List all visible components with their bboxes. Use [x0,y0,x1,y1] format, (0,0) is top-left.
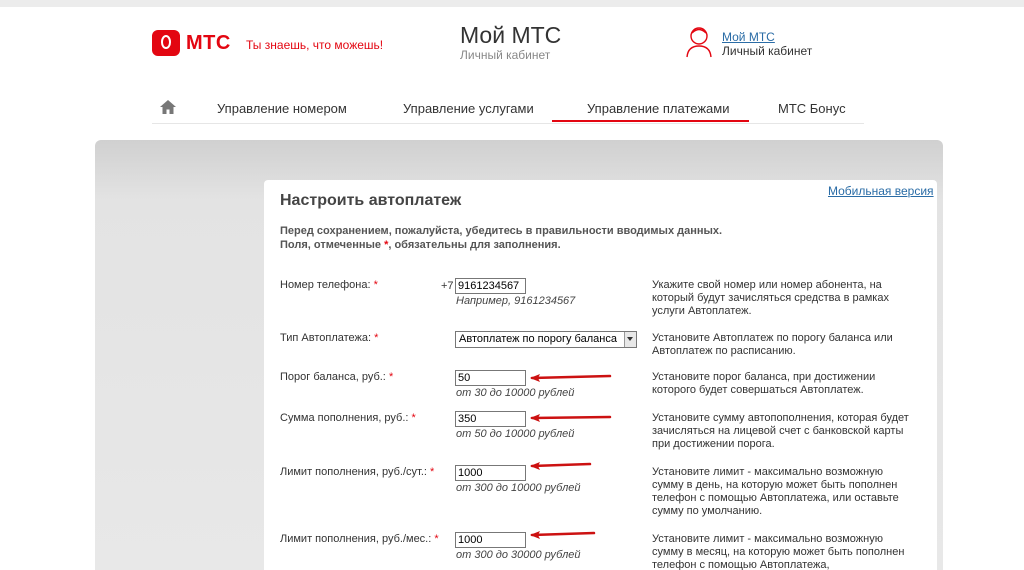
amount-description: Установите сумму автопополнения, которая будет зачисляться на лицевой счет с банковской карты при достижении порога. [652,412,909,450]
main-nav [152,96,864,124]
type-description: Установите Автоплатеж по порогу баланса или Автоплатеж по расписанию. [652,332,893,357]
amount-label-text: Сумма пополнения, руб.: [280,412,409,424]
monthly-limit-label [280,533,439,545]
type-label [280,332,378,344]
chevron-down-icon[interactable] [624,332,636,347]
daily-limit-description: Установите лимит - максимально возможную сумму в день, на которую может быть пополнен телефон с помощью Автоплатежа, или оставьте сумму по умолчанию. [652,466,899,517]
slogan: Ты знаешь, что можешь! [246,38,384,52]
top-strip [0,0,1024,7]
threshold-label [280,371,393,383]
mobile-version-link[interactable]: Мобильная версия [828,184,934,198]
required-star: * [430,466,435,478]
phone-input[interactable]: 9161234567 [455,278,526,294]
monthly-limit-hint: от 300 до 30000 рублей [456,549,581,561]
daily-limit-input[interactable]: 1000 [455,465,526,481]
logo-text[interactable]: МТС [186,32,231,54]
phone-prefix: +7 [441,280,454,292]
threshold-hint: от 30 до 10000 рублей [456,387,575,399]
nav-payments-management[interactable]: Управление платежами [587,101,730,116]
phone-label-text: Номер телефона: [280,279,371,291]
phone-description: Укажите свой номер или номер абонента, на который будут зачисляться средства в рамках услуги Автоплатеж. [652,279,889,317]
required-star: * [384,239,389,251]
my-mts-link[interactable]: Мой МТС [722,30,775,44]
home-icon[interactable] [160,100,176,114]
page-title: Настроить автоплатеж [280,192,462,209]
nav-mts-bonus[interactable]: МТС Бонус [778,101,846,116]
required-star: * [411,412,416,424]
mts-logo-icon[interactable] [152,30,180,56]
daily-limit-label [280,466,434,478]
required-star: * [374,332,379,344]
type-label-text: Тип Автоплатежа: [280,332,372,344]
annotation-arrow-icon [530,462,592,470]
autopay-type-select[interactable] [455,331,637,348]
annotation-arrow-icon [530,531,596,539]
amount-label [280,412,416,424]
site-subtitle: Личный кабинет [460,48,551,62]
nav-number-management[interactable]: Управление номером [217,101,347,116]
annotation-arrow-icon [530,414,612,422]
amount-hint: от 50 до 10000 рублей [456,428,575,440]
monthly-limit-description: Установите лимит - максимально возможную сумму в месяц, на которую может быть пополнен телефон с помощью Автоплатежа, [652,533,905,570]
phone-label [280,279,378,291]
amount-input[interactable]: 350 [455,411,526,427]
phone-hint: Например, 9161234567 [456,295,576,307]
notice-text-end: , обязательны для заполнения. [388,239,561,251]
notice-line-2 [280,238,722,252]
form-notice [280,224,722,252]
site-title: Мой МТС [460,22,562,48]
user-subtitle: Личный кабинет [722,44,813,58]
threshold-description: Установите порог баланса, при достижении которого будет совершаться Автоплатеж. [652,371,876,396]
nav-active-indicator [552,120,749,122]
threshold-label-text: Порог баланса, руб.: [280,371,386,383]
required-star: * [388,371,394,383]
autopay-type-value: Автоплатеж по порогу баланса [459,333,617,345]
annotation-arrow-icon [530,374,612,382]
notice-text: Поля, отмеченные [280,239,381,251]
required-star: * [373,279,378,291]
notice-line-1: Перед сохранением, пожалуйста, убедитесь в правильности вводимых данных. [280,225,723,237]
daily-limit-label-text: Лимит пополнения, руб./сут.: [280,466,427,478]
daily-limit-hint: от 300 до 10000 рублей [456,482,581,494]
user-avatar-icon[interactable] [684,24,714,58]
monthly-limit-label-text: Лимит пополнения, руб./мес.: [280,533,432,545]
nav-services-management[interactable]: Управление услугами [403,101,534,116]
required-star: * [434,533,439,545]
threshold-input[interactable]: 50 [455,370,526,386]
monthly-limit-input[interactable]: 1000 [455,532,526,548]
